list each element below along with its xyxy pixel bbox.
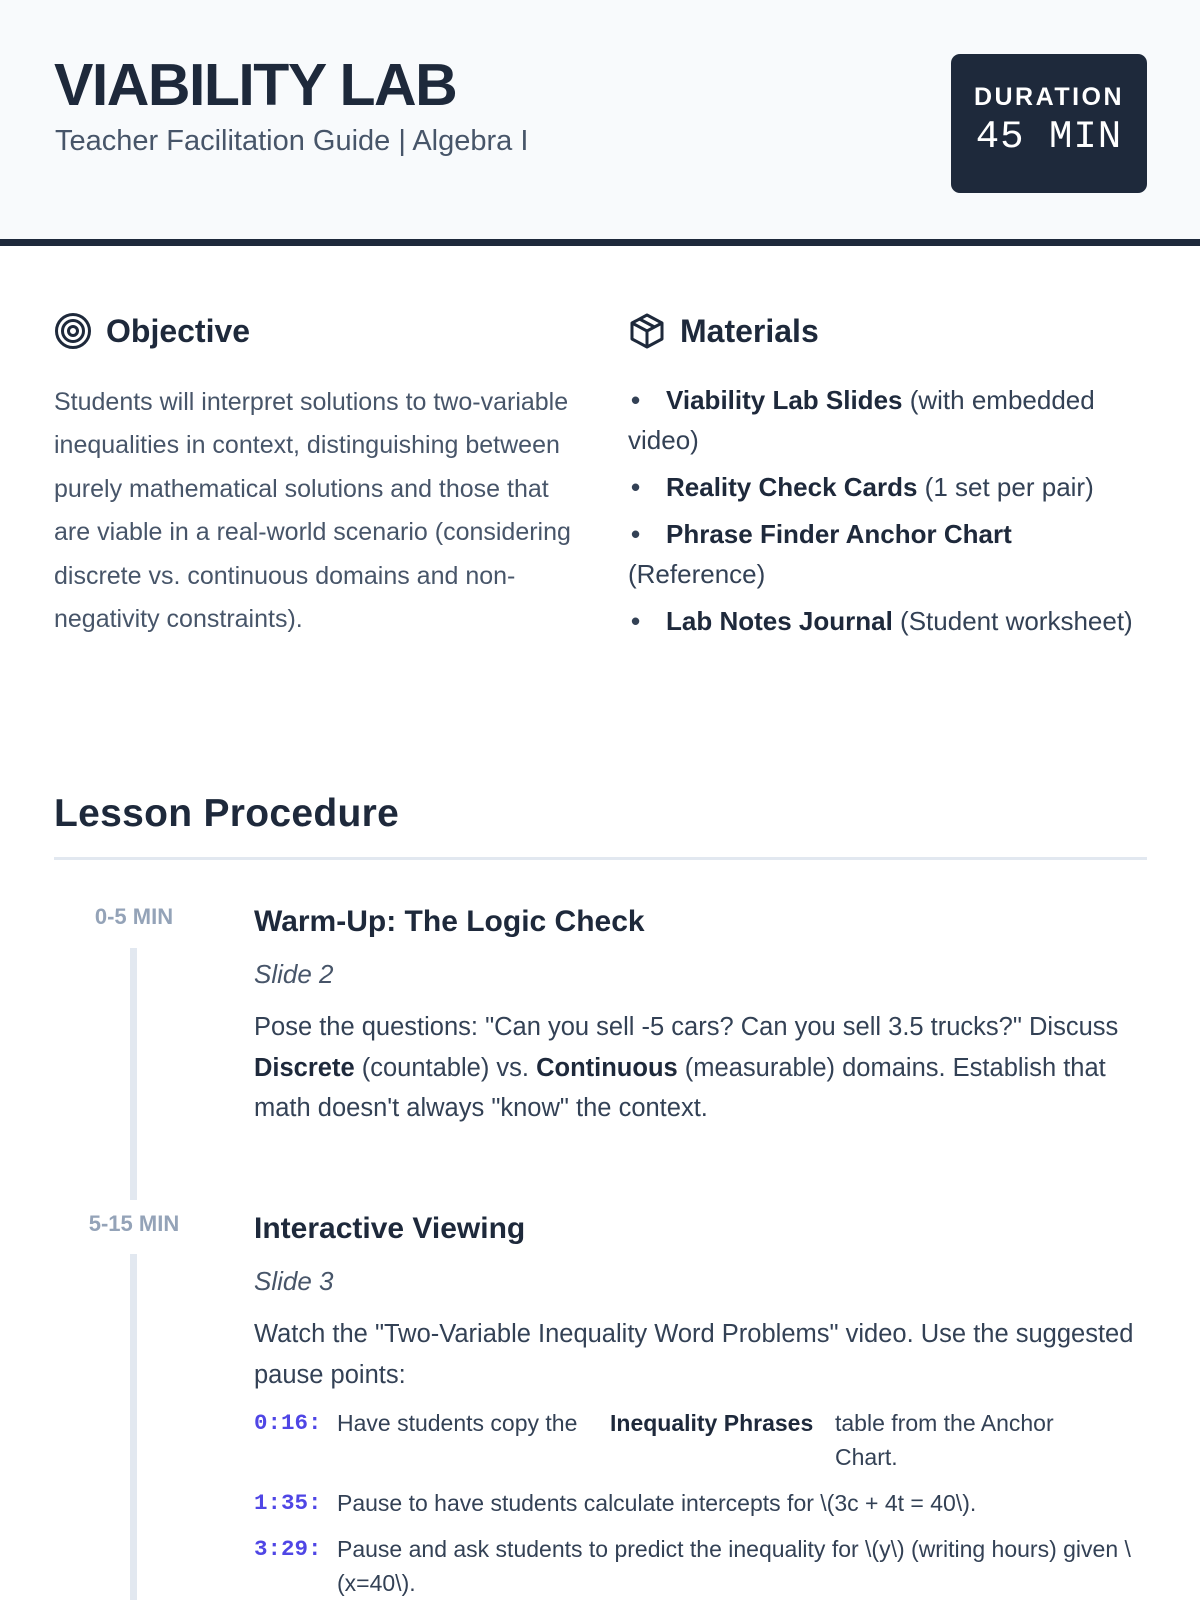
pause-text: Pause to have students calculate intercepts for \(3c + 4t = 40\).: [337, 1490, 977, 1516]
pause-timestamp: 3:29:: [254, 1536, 322, 1562]
pause-term: Inequality Phrases: [610, 1410, 814, 1436]
timeline-bar: [130, 1254, 137, 1600]
pause-text: Pause and ask students to predict the inequality for \(y\) (writing hours) given \(x=40\).: [337, 1536, 1131, 1596]
timeline-bar: [130, 948, 137, 1200]
step-description: Watch the "Two-Variable Inequality Word Problems" video. Use the suggested pause points:: [254, 1320, 1134, 1389]
duration-value: 45 MIN: [975, 115, 1123, 159]
duration-badge: [951, 54, 1147, 193]
objective-heading: [54, 312, 250, 350]
material-note: (Student worksheet): [892, 606, 1133, 636]
step-description: Pose the questions: "Can you sell -5 cars? Can you sell 3.5 trucks?" Discuss Discrete (countable) vs. Continuous (measurable) domains. Establish that math doesn't always "know" the context.: [254, 1013, 1119, 1122]
pause-text: Have students copy the: [337, 1410, 578, 1436]
pause-timestamp: 0:16:: [254, 1410, 322, 1436]
pause-point: [254, 1532, 1144, 1600]
package-icon: [628, 312, 666, 350]
material-name: Reality Check Cards: [666, 472, 918, 502]
material-name: Viability Lab Slides: [666, 385, 903, 415]
pause-text: table from the Anchor Chart.: [835, 1410, 1054, 1470]
materials-heading-label: Materials: [680, 312, 819, 349]
list-item: • Viability Lab Slides (with embedded video): [628, 385, 1095, 455]
pause-point: [254, 1486, 1144, 1520]
objective-heading-label: Objective: [106, 312, 251, 349]
slide-reference: Slide 3: [254, 1266, 334, 1296]
pause-point: [254, 1406, 1144, 1474]
lesson-procedure-heading: Lesson Procedure: [54, 792, 400, 835]
term-discrete: Discrete: [254, 1053, 355, 1082]
page-header: [0, 0, 1200, 246]
duration-label: DURATION: [973, 83, 1125, 111]
step-time-label: 5-15 MIN: [88, 1211, 180, 1236]
list-item: • Lab Notes Journal (Student worksheet): [631, 606, 1133, 636]
step-title: Interactive Viewing: [254, 1212, 526, 1245]
pause-timestamp: 1:35:: [254, 1490, 322, 1516]
materials-list: [628, 380, 1138, 648]
objective-text: Students will interpret solutions to two-variable inequalities in context, distinguishing between purely mathematical solutions and those that are viable in a real-world scenario (considering discrete vs. continuous domains and non-negativity constraints).: [54, 388, 571, 634]
target-icon: [54, 312, 92, 350]
material-name: Lab Notes Journal: [666, 606, 893, 636]
step-time-label: 0-5 MIN: [94, 904, 174, 929]
slide-reference: Slide 2: [254, 959, 334, 989]
section-divider: [54, 857, 1147, 860]
material-note: (with embedded video): [628, 385, 1095, 455]
step-title: Warm-Up: The Logic Check: [254, 905, 645, 938]
material-name: Phrase Finder Anchor Chart: [666, 519, 1012, 549]
material-note: (1 set per pair): [917, 472, 1094, 502]
term-continuous: Continuous: [536, 1053, 678, 1082]
material-note: (Reference): [628, 559, 766, 589]
list-item: • Phrase Finder Anchor Chart (Reference): [628, 519, 1012, 589]
page-subtitle: Teacher Facilitation Guide | Algebra I: [55, 125, 529, 157]
page-title: VIABILITY LAB: [54, 52, 457, 118]
list-item: • Reality Check Cards (1 set per pair): [631, 472, 1094, 502]
materials-heading: [628, 312, 819, 350]
